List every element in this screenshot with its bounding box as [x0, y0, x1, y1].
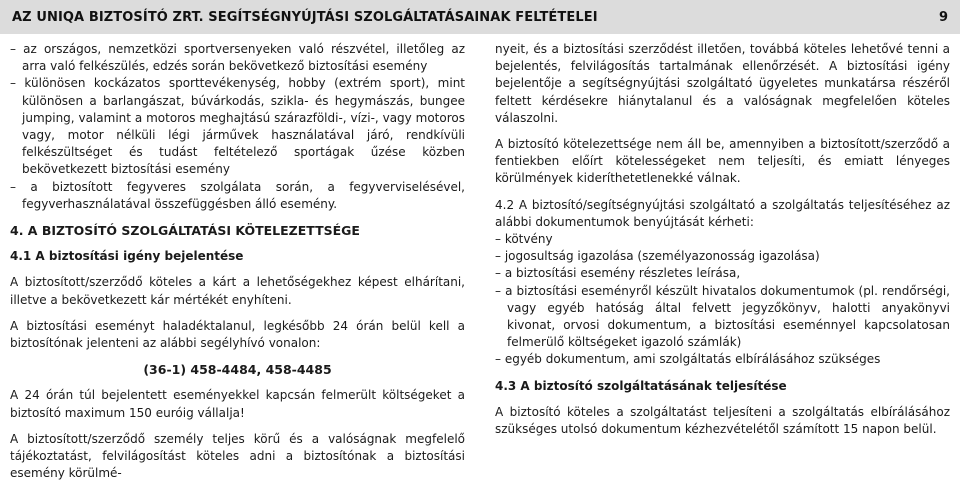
document-title: AZ UNIQA BIZTOSÍTÓ ZRT. SEGÍTSÉGNYÚJTÁSI SZOLGÁLTATÁSAINAK FELTÉTELEI: [12, 9, 598, 25]
sub-heading-4-1: 4.1 A biztosítási igény bejelentése: [10, 249, 244, 264]
list-item: – különösen kockázatos sporttevékenység, hobby (extrém sport), mint különösen a barlangászat, búvárkodás, szikla- és hegymászás, bungee jumping, valamint a motoros meghajtású szárazföldi-, vízi-, vagy motoros vagy, motor nélküli légi járművek használatával járó, rendkívüli felkészültséget és tudást feltételező sportágak űzése közben bekövetkezett biztosítási esemény: [10, 76, 465, 177]
right-column: [495, 41, 950, 438]
paragraph: A biztosított/szerződő köteles a kárt a lehetőségekhez képest elhárítani, illetve a bekövetkezett kár mértékét enyhíteni.: [10, 275, 465, 307]
list-item: – az országos, nemzetközi sportversenyeken való részvétel, illetőleg az arra való felkészülés, edzés során bekövetkező biztosítási esemény: [10, 42, 465, 74]
sub-heading-4-3: 4.3 A biztosító szolgáltatásának teljesítése: [495, 378, 787, 393]
left-column: [10, 41, 465, 482]
paragraph: 4.2 A biztosító/segítségnyújtási szolgáltató a szolgáltatás teljesítéséhez az alábbi dokumentumok benyújtását kérheti:: [495, 197, 950, 229]
paragraph: A biztosítási eseményt haladéktalanul, legkésőbb 24 órán belül kell a biztosítónak jelenteni az alábbi segélyhívó vonalon:: [10, 318, 465, 351]
list-item: – a biztosítási esemény részletes leírása,: [495, 266, 741, 281]
list-item: – jogosultság igazolása (személyazonosság igazolása): [495, 249, 820, 264]
section-heading: 4. A BIZTOSÍTÓ SZOLGÁLTATÁSI KÖTELEZETTSÉGE: [10, 223, 360, 239]
page-number: 9: [938, 9, 948, 25]
list-item: – kötvény: [495, 232, 553, 247]
paragraph: A biztosított/szerződő személy teljes körű és a valóságnak megfelelő tájékoztatást, felvilágosítást köteles adni a biztosítónak a biztosítási esemény körülmé-: [10, 431, 465, 481]
phone-number: (36-1) 458-4484, 458-4485: [143, 362, 332, 378]
paragraph: A biztosító kötelezettsége nem áll be, amennyiben a biztosított/szerződő a fentiekben előírt kötelességeket nem teljesíti, és emiatt lényeges körülmények kideríthetetlenekké válnak.: [495, 137, 950, 186]
list-item: – a biztosítási eseményről készült hivatalos dokumentumok (pl. rendőrségi, vagy egyéb hatóság által felvett jegyzőkönyv, halotti anyakönyvi kivonat, orvosi dokumentum, a biztosítási eseménnyel kapcsolatosan felmerülő költségeket igazoló számlák): [495, 283, 950, 350]
paragraph: A 24 órán túl bejelentett eseményekkel kapcsán felmerült költségeket a biztosító maximum 150 euróig vállalja!: [10, 388, 465, 420]
list-item: – a biztosított fegyveres szolgálata során, a fegyverviselésével, fegyverhasználatával összefüggésben álló esemény.: [10, 179, 465, 211]
paragraph: A biztosító köteles a szolgáltatást teljesíteni a szolgáltatás elbírálásához szükséges utolsó dokumentum kézhezvételétől számított 15 napon belül.: [495, 404, 950, 437]
paragraph: nyeit, és a biztosítási szerződést illetően, továbbá köteles lehetővé tenni a bejelentés, felvilágosítás tartalmának ellenőrzését. A biztosítási igény bejelentője a segítségnyújtási szolgáltató ügyeletes munkatársa részéről feltett kérdésekre hiánytalanul és a valóságnak megfelelően köteles válaszolni.: [495, 42, 950, 125]
list-item: – egyéb dokumentum, ami szolgáltatás elbírálásához szükséges: [495, 352, 881, 367]
page-header: [0, 0, 960, 34]
